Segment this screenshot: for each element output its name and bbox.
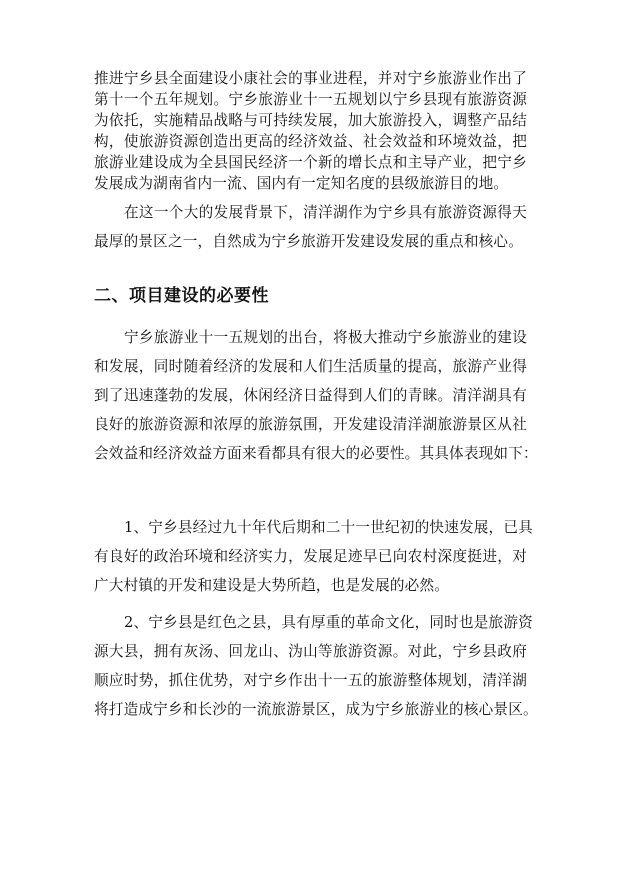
section-heading: 二、项目建设的必要性 (94, 286, 269, 306)
list-item-1 (94, 517, 533, 596)
document-page (94, 68, 538, 720)
text-line: 发展成为湖南省内一流、国内有一定知名度的县级旅游目的地。 (94, 175, 509, 192)
text-line: 1、宁乡县经过九十年代后期和二十一世纪初的快速发展，已具 (124, 519, 533, 536)
list-item-2 (94, 612, 538, 720)
text-line: 和发展，同时随着经济的发展和人们生活质量的提高，旅游产业得 (94, 358, 527, 375)
text-line: 旅游业建设成为全县国民经济一个新的增长点和主导产业，把宁乡 (94, 154, 527, 171)
text-line: 推进宁乡县全面建设小康社会的事业进程，并对宁乡旅游业作出了 (94, 70, 527, 87)
paragraph-1 (94, 68, 527, 194)
text-line: 会效益和经济效益方面来看都具有很大的必要性。其具体表现如下： (94, 445, 538, 462)
text-line: 2、宁乡县是红色之县，具有厚重的革命文化，同时也是旅游资 (124, 614, 533, 631)
text-line: 到了迅速蓬勃的发展，休闲经济日益得到人们的青睐。清洋湖具有 (94, 387, 527, 404)
paragraph-3 (94, 327, 538, 464)
text-line: 构，使旅游资源创造出更高的经济效益、社会效益和环境效益，把 (94, 133, 527, 150)
text-line: 第十一个五年规划。宁乡旅游业十一五规划以宁乡县现有旅游资源 (94, 91, 527, 108)
text-line: 源大县，拥有灰汤、回龙山、沩山等旅游资源。对此，宁乡县政府 (94, 643, 527, 660)
text-line: 在这一个大的发展背景下，清洋湖作为宁乡具有旅游资源得天 (124, 204, 527, 221)
text-line: 最厚的景区之一，自然成为宁乡旅游开发建设发展的重点和核心。 (94, 233, 524, 250)
text-line: 将打造成宁乡和长沙的一流旅游景区，成为宁乡旅游业的核心景区。 (94, 701, 538, 718)
text-line: 有良好的政治环境和经济实力，发展足迹早已向农村深度挺进，对 (94, 548, 527, 565)
text-line: 广大村镇的开发和建设是大势所趋，也是发展的必然。 (94, 577, 450, 594)
text-line: 良好的旅游资源和浓厚的旅游氛围，开发建设清洋湖旅游景区从社 (94, 416, 527, 433)
text-line: 顺应时势，抓住优势，对宁乡作出十一五的旅游整体规划，清洋湖 (94, 672, 527, 689)
text-line: 为依托，实施精品战略与可持续发展，加大旅游投入，调整产品结 (94, 112, 527, 129)
paragraph-2 (94, 202, 527, 252)
text-line: 宁乡旅游业十一五规划的出台，将极大推动宁乡旅游业的建设 (124, 329, 527, 346)
